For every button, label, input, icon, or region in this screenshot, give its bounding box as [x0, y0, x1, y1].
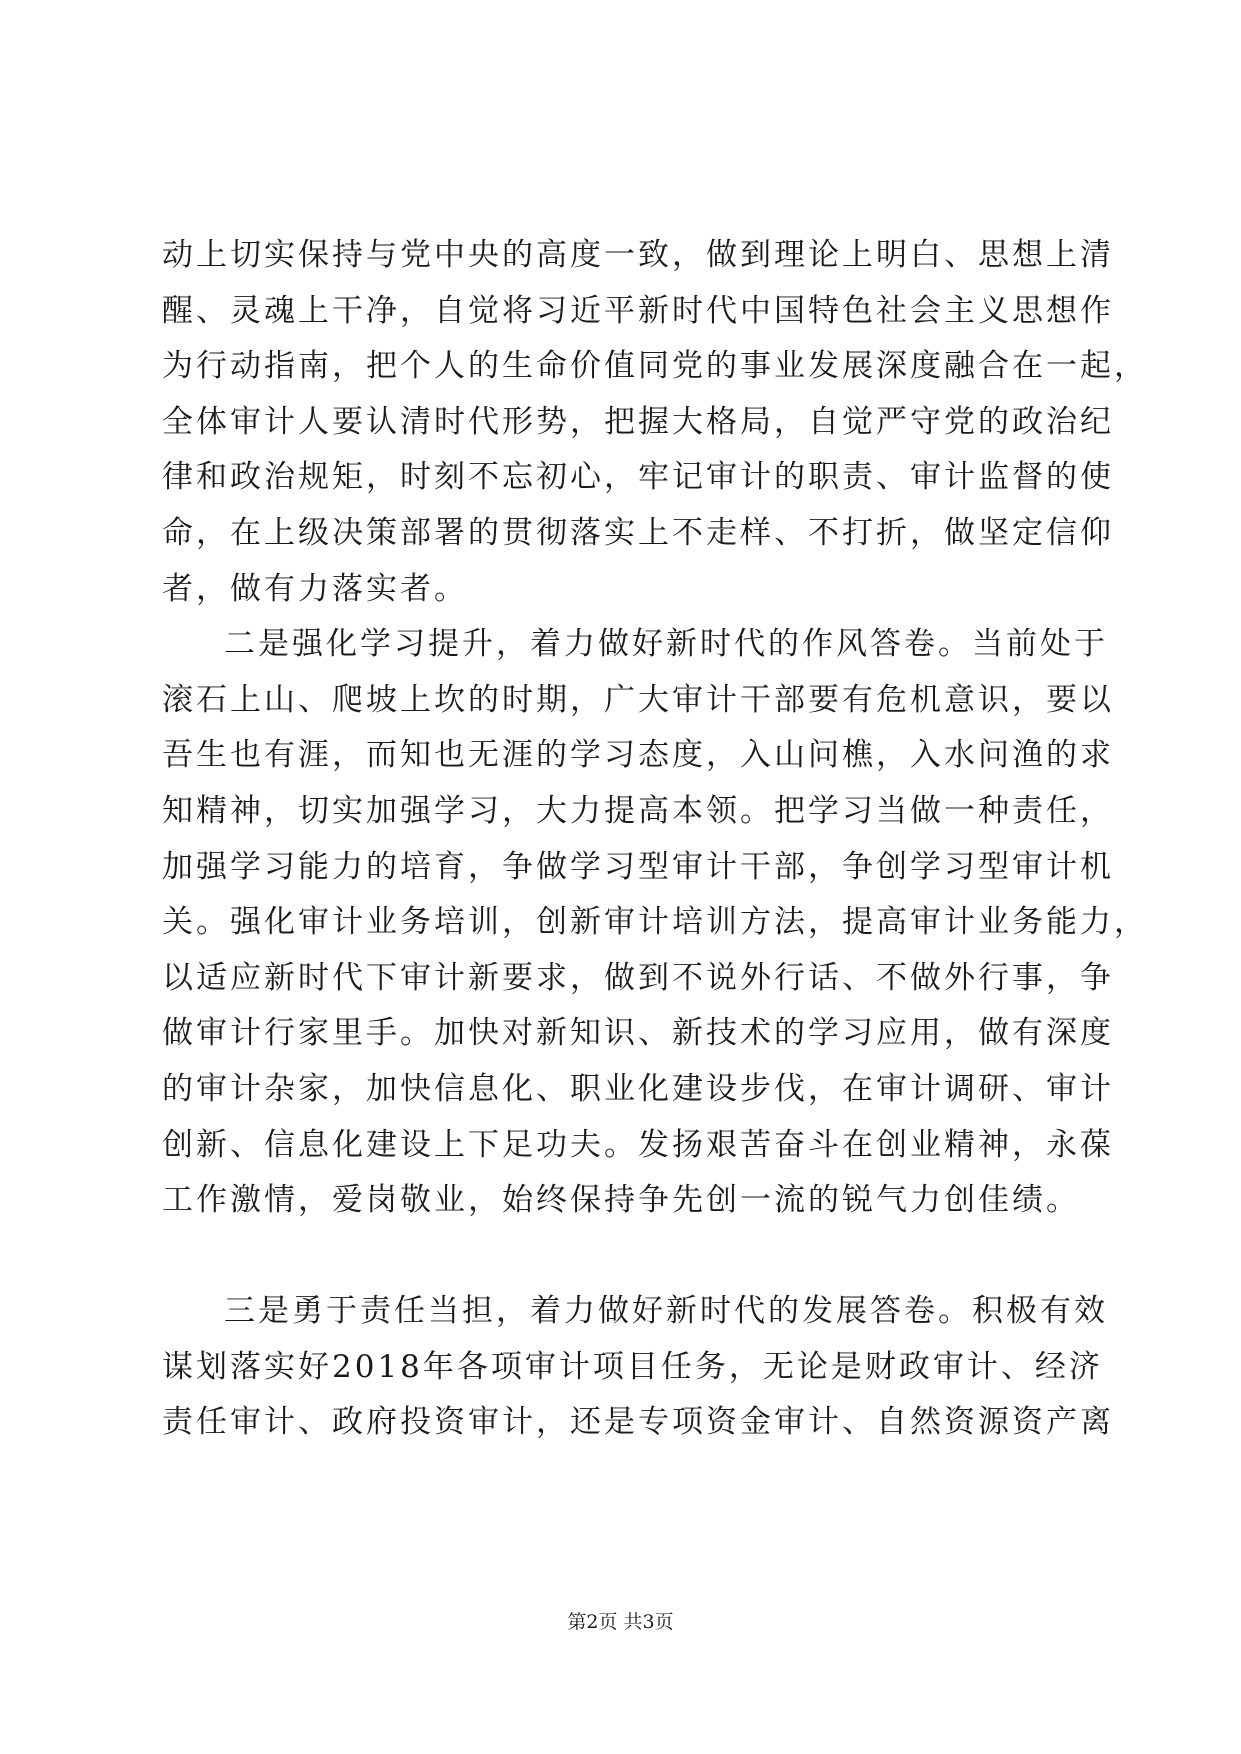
page-number-label: 第2页 共3页	[567, 1611, 674, 1633]
text-line: 谋划落实好2018年各项审计项目任务，无论是财政审计、经济	[162, 1348, 1103, 1385]
text-line: 全体审计人要认清时代形势，把握大格局，自觉严守党的政治纪	[162, 403, 1114, 440]
text-line: 为行动指南，把个人的生命价值同党的事业发展深度融合在一起，	[162, 348, 1148, 385]
text-line: 醒、灵魂上干净，自觉将习近平新时代中国特色社会主义思想作	[162, 292, 1114, 329]
text-line: 做审计行家里手。加快对新知识、新技术的学习应用，做有深度	[162, 1015, 1114, 1052]
text-line: 知精神，切实加强学习，大力提高本领。把学习当做一种责任，	[162, 792, 1114, 829]
text-line: 创新、信息化建设上下足功夫。发扬艰苦奋斗在创业精神，永葆	[162, 1126, 1114, 1163]
text-line: 加强学习能力的培育，争做学习型审计干部，争创学习型审计机	[162, 848, 1114, 885]
text-line: 责任审计、政府投资审计，还是专项资金审计、自然资源资产离	[162, 1404, 1114, 1441]
text-line: 动上切实保持与党中央的高度一致，做到理论上明白、思想上清	[162, 237, 1114, 273]
text-line: 命，在上级决策部署的贯彻落实上不走样、不打折，做坚定信仰	[162, 514, 1114, 551]
paragraph-continuation	[162, 228, 1148, 617]
text-line: 三是勇于责任当担，着力做好新时代的发展答卷。积极有效	[224, 1293, 1108, 1330]
text-line: 关。强化审计业务培训，创新审计培训方法，提高审计业务能力，	[162, 904, 1148, 941]
text-line: 律和政治规矩，时刻不忘初心，牢记审计的职责、审计监督的使	[162, 459, 1114, 496]
text-line: 二是强化学习提升，着力做好新时代的作风答卷。当前处于	[224, 626, 1108, 663]
text-line: 的审计杂家，加快信息化、职业化建设步伐，在审计调研、审计	[162, 1070, 1114, 1107]
page-footer	[0, 1610, 1241, 1634]
document-body	[162, 228, 1148, 1451]
text-line	[162, 1229, 1122, 1285]
text-line: 吾生也有涯，而知也无涯的学习态度，入山问樵，入水问渔的求	[162, 737, 1114, 774]
paragraph-responsibility	[162, 1284, 1122, 1451]
paragraph-study	[162, 617, 1148, 1284]
text-line: 者，做有力落实者。	[162, 570, 468, 607]
text-line: 以适应新时代下审计新要求，做到不说外行话、不做外行事，争	[162, 959, 1114, 996]
text-line: 滚石上山、爬坡上坎的时期，广大审计干部要有危机意识，要以	[162, 681, 1114, 718]
text-line: 工作激情，爱岗敬业，始终保持争先创一流的锐气力创佳绩。	[162, 1182, 1080, 1219]
